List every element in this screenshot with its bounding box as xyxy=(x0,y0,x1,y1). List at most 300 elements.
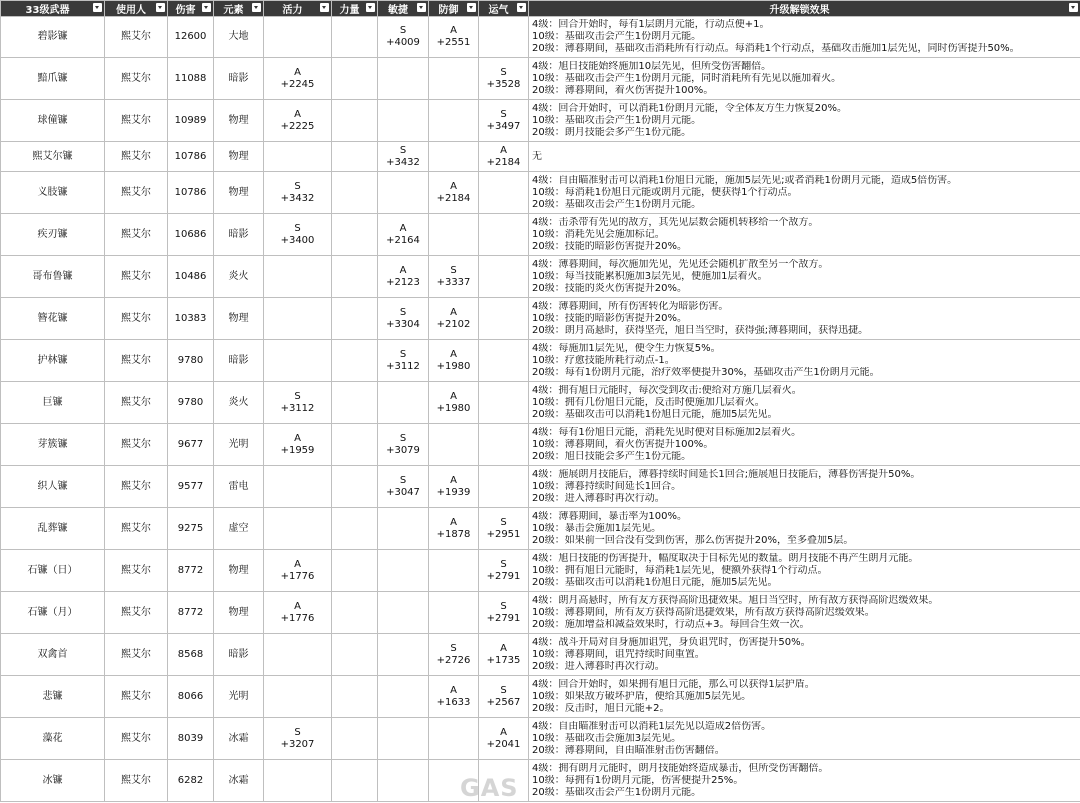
upgrade-effects-cell xyxy=(529,718,1080,760)
effect-line: 20级：基础攻击会产生1份朗月元能。 xyxy=(532,198,702,210)
luck-cell xyxy=(479,214,529,256)
vitality-cell xyxy=(264,676,332,718)
column-header-1 xyxy=(105,1,168,17)
upgrade-effects-cell xyxy=(529,550,1080,592)
stat-grade: A xyxy=(450,348,457,360)
element-cell: 大地 xyxy=(214,17,264,58)
filter-dropdown-icon[interactable] xyxy=(467,3,476,12)
stat-grade: S xyxy=(500,516,507,528)
effect-line: 20级：施加增益和减益效果时，行动点+3。每回合生效一次。 xyxy=(532,618,810,630)
effect-line: 10级：消耗先见会施加标记。 xyxy=(532,228,665,240)
table-row xyxy=(1,172,1080,214)
stat-bonus: +2184 xyxy=(486,156,521,168)
weapon-name-cell: 织人镰 xyxy=(1,466,105,508)
defense-cell xyxy=(429,100,479,142)
user-cell: 熙艾尔 xyxy=(105,634,168,676)
strength-cell xyxy=(332,100,378,142)
agility-cell xyxy=(378,256,429,298)
effect-line: 20级：每有1份朗月元能，治疗效率便提升30%，基础攻击产生1份朗月元能。 xyxy=(532,366,880,378)
weapon-name-cell: 双禽首 xyxy=(1,634,105,676)
filter-dropdown-icon[interactable] xyxy=(252,3,261,12)
weapon-name-cell: 藻花 xyxy=(1,718,105,760)
strength-cell xyxy=(332,298,378,340)
stat-grade: A xyxy=(450,25,457,36)
agility-cell xyxy=(378,142,429,172)
damage-cell: 10989 xyxy=(168,100,214,142)
weapon-name-cell: 冰镰 xyxy=(1,760,105,802)
luck-cell xyxy=(479,142,529,172)
user-cell: 熙艾尔 xyxy=(105,298,168,340)
stat-grade: A xyxy=(294,558,301,570)
filter-dropdown-icon[interactable] xyxy=(93,3,102,12)
stat-bonus: +3112 xyxy=(386,360,420,372)
effect-line: 20级：基础攻击可以消耗1份旭日元能，施加5层先见。 xyxy=(532,576,778,588)
effect-line: 10级：薄暮期间，诅咒持续时间重置。 xyxy=(532,648,705,660)
effect-line: 10级：每当技能累积施加3层先见，便施加1层着火。 xyxy=(532,270,768,282)
table-body xyxy=(1,17,1080,802)
agility-cell xyxy=(378,592,429,634)
damage-cell: 8568 xyxy=(168,634,214,676)
weapon-name-cell: 簪花镰 xyxy=(1,298,105,340)
filter-dropdown-icon[interactable] xyxy=(1069,3,1078,12)
strength-cell xyxy=(332,214,378,256)
effect-line: 10级：每消耗1份旭日元能或朗月元能，便获得1个行动点。 xyxy=(532,186,798,198)
luck-cell xyxy=(479,256,529,298)
weapon-name-cell: 护林镰 xyxy=(1,340,105,382)
stat-grade: S xyxy=(399,474,407,486)
effect-line: 4级：每有1份旭日元能，消耗先见时便对目标施加2层着火。 xyxy=(532,426,802,438)
stat-bonus: +2551 xyxy=(436,37,471,48)
table-row xyxy=(1,142,1080,172)
upgrade-effects-cell xyxy=(529,508,1080,550)
stat-grade: S xyxy=(399,144,407,156)
stat-bonus: +4009 xyxy=(386,37,420,48)
stat-grade: S xyxy=(500,600,507,612)
stat-bonus: +3497 xyxy=(486,120,521,132)
effect-line: 4级：每施加1层先见，便令生力恢复5%。 xyxy=(532,342,721,354)
defense-cell xyxy=(429,17,479,58)
column-header-label: 活力 xyxy=(282,5,303,16)
weapon-name-cell: 熙艾尔镰 xyxy=(1,142,105,172)
vitality-cell xyxy=(264,634,332,676)
strength-cell xyxy=(332,760,378,802)
vitality-cell xyxy=(264,382,332,424)
upgrade-effects-cell xyxy=(529,340,1080,382)
stat-grade: A xyxy=(450,306,457,318)
stat-bonus: +2791 xyxy=(486,612,521,624)
defense-cell xyxy=(429,592,479,634)
effect-line: 20级：技能的暗影伤害提升20%。 xyxy=(532,240,687,252)
effect-line: 4级：回合开始时，每有1层朗月元能，行动点便+1。 xyxy=(532,19,770,30)
stat-grade: A xyxy=(294,66,301,78)
effect-line: 4级：旭日技能的伤害提升，幅度取决于目标先见的数量。朗月技能不再产生朗月元能。 xyxy=(532,552,919,564)
effect-line: 10级：如果敌方破坏护盾，便给其施加5层先见。 xyxy=(532,690,752,702)
column-header-label: 使用人 xyxy=(116,5,146,16)
element-cell: 冰霜 xyxy=(214,760,264,802)
element-cell: 物理 xyxy=(214,172,264,214)
agility-cell xyxy=(378,298,429,340)
user-cell: 熙艾尔 xyxy=(105,424,168,466)
element-cell: 炎火 xyxy=(214,256,264,298)
strength-cell xyxy=(332,550,378,592)
stat-bonus: +2245 xyxy=(280,78,315,90)
vitality-cell xyxy=(264,466,332,508)
table-row xyxy=(1,760,1080,802)
damage-cell: 11088 xyxy=(168,58,214,100)
effect-line: 4级：薄暮期间，所有伤害转化为暗影伤害。 xyxy=(532,300,729,312)
upgrade-effects-cell xyxy=(529,424,1080,466)
stat-grade: A xyxy=(450,474,457,486)
luck-cell xyxy=(479,17,529,58)
damage-cell: 12600 xyxy=(168,17,214,58)
effect-line: 4级：回合开始时，如果拥有旭日元能，那么可以获得1层护盾。 xyxy=(532,678,815,690)
stat-bonus: +3528 xyxy=(486,78,521,90)
agility-cell xyxy=(378,508,429,550)
stat-grade: A xyxy=(399,222,407,234)
vitality-cell xyxy=(264,508,332,550)
vitality-cell xyxy=(264,298,332,340)
stat-grade: A xyxy=(399,264,407,276)
upgrade-effects-cell xyxy=(529,142,1080,172)
defense-cell xyxy=(429,172,479,214)
effect-line: 20级：朗月高悬时，获得坚壳，旭日当空时，获得强;薄暮期间，获得迅捷。 xyxy=(532,324,869,336)
effect-line: 20级：基础攻击可以消耗1份旭日元能，施加5层先见。 xyxy=(532,408,778,420)
stat-bonus: +2567 xyxy=(486,696,521,708)
stat-grade: S xyxy=(294,390,301,402)
weapon-name-cell: 球僮镰 xyxy=(1,100,105,142)
column-header-label: 运气 xyxy=(488,5,509,16)
table-row xyxy=(1,718,1080,760)
vitality-cell xyxy=(264,100,332,142)
stat-bonus: +1735 xyxy=(486,654,521,666)
element-cell: 虚空 xyxy=(214,508,264,550)
element-cell: 物理 xyxy=(214,298,264,340)
luck-cell xyxy=(479,340,529,382)
effect-line: 4级：击杀带有先见的敌方，其先见层数会随机转移给一个敌方。 xyxy=(532,216,819,228)
agility-cell xyxy=(378,17,429,58)
effect-line: 4级：施展朗月技能后，薄暮持续时间延长1回合;施展旭日技能后，薄暮伤害提升50%。 xyxy=(532,468,921,480)
user-cell: 熙艾尔 xyxy=(105,17,168,58)
agility-cell xyxy=(378,634,429,676)
effect-line: 10级：拥有几份旭日元能，反击时便施加几层着火。 xyxy=(532,396,765,408)
stat-grade: A xyxy=(450,516,457,528)
column-header-label: 33级武器 xyxy=(25,5,70,16)
effect-line: 4级：自由瞄准射击可以消耗1份旭日元能，施加5层先见;或者消耗1份朗月元能，造成5倍伤害。 xyxy=(532,174,958,186)
effect-line: 无 xyxy=(532,150,542,162)
stat-grade: A xyxy=(294,432,301,444)
effect-line: 20级：朗月技能会多产生1份元能。 xyxy=(532,126,692,138)
stat-bonus: +1776 xyxy=(280,612,315,624)
effect-line: 4级：朗月高悬时，所有友方获得高阶迅捷效果。旭日当空时，所有敌方获得高阶迟缓效果。 xyxy=(532,594,939,606)
strength-cell xyxy=(332,340,378,382)
column-header-7 xyxy=(429,1,479,17)
weapon-name-cell: 石镰（月） xyxy=(1,592,105,634)
column-header-2 xyxy=(168,1,214,17)
agility-cell xyxy=(378,340,429,382)
stat-bonus: +3112 xyxy=(280,402,315,414)
table-row xyxy=(1,256,1080,298)
vitality-cell xyxy=(264,142,332,172)
filter-dropdown-icon[interactable] xyxy=(366,3,375,12)
stat-bonus: +2791 xyxy=(486,570,521,582)
table-row xyxy=(1,382,1080,424)
filter-dropdown-icon[interactable] xyxy=(417,3,426,12)
vitality-cell xyxy=(264,718,332,760)
upgrade-effects-cell xyxy=(529,592,1080,634)
stat-bonus: +1776 xyxy=(280,570,315,582)
user-cell: 熙艾尔 xyxy=(105,718,168,760)
stat-bonus: +2184 xyxy=(436,192,471,204)
agility-cell xyxy=(378,382,429,424)
damage-cell: 9275 xyxy=(168,508,214,550)
filter-dropdown-icon[interactable] xyxy=(202,3,211,12)
defense-cell xyxy=(429,58,479,100)
column-header-8 xyxy=(479,1,529,17)
user-cell: 熙艾尔 xyxy=(105,760,168,802)
header-row xyxy=(1,1,1080,17)
filter-dropdown-icon[interactable] xyxy=(156,3,165,12)
damage-cell: 8039 xyxy=(168,718,214,760)
user-cell: 熙艾尔 xyxy=(105,58,168,100)
agility-cell xyxy=(378,466,429,508)
vitality-cell xyxy=(264,17,332,58)
table-row xyxy=(1,58,1080,100)
stat-grade: A xyxy=(450,390,457,402)
element-cell: 暗影 xyxy=(214,214,264,256)
damage-cell: 8066 xyxy=(168,676,214,718)
defense-cell xyxy=(429,340,479,382)
stat-grade: S xyxy=(294,222,301,234)
upgrade-effects-cell xyxy=(529,634,1080,676)
strength-cell xyxy=(332,676,378,718)
column-header-0 xyxy=(1,1,105,17)
defense-cell xyxy=(429,466,479,508)
stat-grade: S xyxy=(399,25,407,36)
strength-cell xyxy=(332,634,378,676)
strength-cell xyxy=(332,17,378,58)
luck-cell xyxy=(479,382,529,424)
user-cell: 熙艾尔 xyxy=(105,676,168,718)
luck-cell xyxy=(479,466,529,508)
element-cell: 物理 xyxy=(214,142,264,172)
table-row xyxy=(1,676,1080,718)
weapon-name-cell: 巨镰 xyxy=(1,382,105,424)
damage-cell: 10786 xyxy=(168,142,214,172)
column-header-label: 敏捷 xyxy=(388,5,408,16)
defense-cell xyxy=(429,214,479,256)
effect-line: 10级：基础攻击会产生1份朗月元能。 xyxy=(532,114,702,126)
weapon-name-cell: 哥布鲁镰 xyxy=(1,256,105,298)
effect-line: 10级：基础攻击会施加3层先见。 xyxy=(532,732,682,744)
table-row xyxy=(1,214,1080,256)
weapon-name-cell: 悲镰 xyxy=(1,676,105,718)
stat-grade: A xyxy=(294,108,301,120)
element-cell: 炎火 xyxy=(214,382,264,424)
effect-line: 4级：拥有旭日元能时，每次受到攻击:便给对方施几层着火。 xyxy=(532,384,802,396)
defense-cell xyxy=(429,142,479,172)
user-cell: 熙艾尔 xyxy=(105,466,168,508)
strength-cell xyxy=(332,424,378,466)
stat-grade: A xyxy=(294,600,301,612)
stat-bonus: +3207 xyxy=(280,738,315,750)
column-header-label: 防御 xyxy=(438,5,459,16)
effect-line: 20级：薄暮期间，自由瞄准射击伤害翻倍。 xyxy=(532,744,725,756)
stat-bonus: +3400 xyxy=(280,234,315,246)
stat-bonus: +1980 xyxy=(436,360,471,372)
element-cell: 暗影 xyxy=(214,340,264,382)
vitality-cell xyxy=(264,592,332,634)
user-cell: 熙艾尔 xyxy=(105,508,168,550)
table-row xyxy=(1,17,1080,58)
stat-grade: A xyxy=(450,684,457,696)
stat-bonus: +2102 xyxy=(436,318,471,330)
stat-grade: S xyxy=(399,348,407,360)
element-cell: 暗影 xyxy=(214,634,264,676)
effect-line: 4级：战斗开局对自身施加诅咒，身负诅咒时，伤害提升50%。 xyxy=(532,636,811,648)
upgrade-effects-cell xyxy=(529,172,1080,214)
table-row xyxy=(1,634,1080,676)
defense-cell xyxy=(429,298,479,340)
column-header-label: 升级解锁效果 xyxy=(769,5,830,16)
damage-cell: 10786 xyxy=(168,172,214,214)
stat-bonus: +3432 xyxy=(280,192,315,204)
damage-cell: 8772 xyxy=(168,592,214,634)
stat-grade: A xyxy=(500,642,507,654)
strength-cell xyxy=(332,58,378,100)
stat-bonus: +1633 xyxy=(436,696,471,708)
upgrade-effects-cell xyxy=(529,17,1080,58)
luck-cell xyxy=(479,592,529,634)
agility-cell xyxy=(378,214,429,256)
stat-bonus: +1939 xyxy=(436,486,471,498)
column-header-label: 伤害 xyxy=(175,5,196,16)
table-row xyxy=(1,508,1080,550)
effect-line: 4级：回合开始时，可以消耗1份朗月元能，令全体友方生力恢复20%。 xyxy=(532,102,847,114)
effect-line: 20级：旭日技能会多产生1份元能。 xyxy=(532,450,692,462)
stat-grade: A xyxy=(500,726,507,738)
stat-bonus: +3047 xyxy=(386,486,420,498)
user-cell: 熙艾尔 xyxy=(105,214,168,256)
stat-grade: S xyxy=(294,180,301,192)
element-cell: 物理 xyxy=(214,100,264,142)
effect-line: 10级：拥有旭日元能时，每消耗1层先见，便额外获得1个行动点。 xyxy=(532,564,828,576)
user-cell: 熙艾尔 xyxy=(105,592,168,634)
upgrade-effects-cell xyxy=(529,100,1080,142)
effect-line: 10级：薄暮持续时间延长1回合。 xyxy=(532,480,682,492)
stat-bonus: +2951 xyxy=(486,528,521,540)
damage-cell: 9577 xyxy=(168,466,214,508)
column-header-6 xyxy=(378,1,429,17)
luck-cell xyxy=(479,676,529,718)
element-cell: 光明 xyxy=(214,676,264,718)
vitality-cell xyxy=(264,172,332,214)
weapon-name-cell: 石镰（日） xyxy=(1,550,105,592)
effect-line: 20级：薄暮期间，着火伤害提升100%。 xyxy=(532,84,714,96)
weapon-name-cell: 碧影镰 xyxy=(1,17,105,58)
stat-grade: A xyxy=(450,180,457,192)
stat-grade: S xyxy=(500,684,507,696)
stat-grade: S xyxy=(500,66,507,78)
element-cell: 物理 xyxy=(214,550,264,592)
user-cell: 熙艾尔 xyxy=(105,172,168,214)
effect-line: 4级：自由瞄准射击可以消耗1层先见以造成2倍伤害。 xyxy=(532,720,772,732)
agility-cell xyxy=(378,760,429,802)
damage-cell: 10383 xyxy=(168,298,214,340)
vitality-cell xyxy=(264,760,332,802)
upgrade-effects-cell xyxy=(529,58,1080,100)
damage-cell: 10686 xyxy=(168,214,214,256)
damage-cell: 9780 xyxy=(168,340,214,382)
agility-cell xyxy=(378,424,429,466)
filter-dropdown-icon[interactable] xyxy=(320,3,329,12)
stat-bonus: +3304 xyxy=(386,318,420,330)
user-cell: 熙艾尔 xyxy=(105,100,168,142)
strength-cell xyxy=(332,142,378,172)
table-row xyxy=(1,100,1080,142)
effect-line: 10级：基础攻击会产生1份朗月元能，同时消耗所有先见以施加着火。 xyxy=(532,72,842,84)
column-header-3 xyxy=(214,1,264,17)
luck-cell xyxy=(479,508,529,550)
stat-grade: S xyxy=(500,558,507,570)
table-row xyxy=(1,592,1080,634)
strength-cell xyxy=(332,508,378,550)
effect-line: 20级：进入薄暮时再次行动。 xyxy=(532,660,665,672)
element-cell: 冰霜 xyxy=(214,718,264,760)
defense-cell xyxy=(429,382,479,424)
effect-line: 20级：进入薄暮时再次行动。 xyxy=(532,492,665,504)
weapon-name-cell: 乱葬镰 xyxy=(1,508,105,550)
luck-cell xyxy=(479,298,529,340)
stat-grade: S xyxy=(399,306,407,318)
effect-line: 20级：技能的炎火伤害提升20%。 xyxy=(532,282,687,294)
element-cell: 光明 xyxy=(214,424,264,466)
stat-bonus: +2726 xyxy=(436,654,471,666)
luck-cell xyxy=(479,58,529,100)
stat-bonus: +2164 xyxy=(386,234,420,246)
damage-cell: 9780 xyxy=(168,382,214,424)
agility-cell xyxy=(378,100,429,142)
effect-line: 10级：暴击会施加1层先见。 xyxy=(532,522,662,534)
vitality-cell xyxy=(264,550,332,592)
effect-line: 20级：反击时，旭日元能+2。 xyxy=(532,702,670,714)
defense-cell xyxy=(429,508,479,550)
column-header-5 xyxy=(332,1,378,17)
vitality-cell xyxy=(264,256,332,298)
user-cell: 熙艾尔 xyxy=(105,142,168,172)
user-cell: 熙艾尔 xyxy=(105,382,168,424)
filter-dropdown-icon[interactable] xyxy=(517,3,526,12)
damage-cell: 6282 xyxy=(168,760,214,802)
element-cell: 暗影 xyxy=(214,58,264,100)
table-row xyxy=(1,550,1080,592)
agility-cell xyxy=(378,58,429,100)
stat-bonus: +2041 xyxy=(486,738,521,750)
watermark-logo: GAS xyxy=(460,774,519,802)
column-header-9 xyxy=(529,1,1080,17)
stat-grade: S xyxy=(399,432,407,444)
agility-cell xyxy=(378,676,429,718)
stat-bonus: +3337 xyxy=(436,276,471,288)
user-cell: 熙艾尔 xyxy=(105,550,168,592)
effect-line: 10级：基础攻击会产生1份朗月元能。 xyxy=(532,31,702,42)
stat-grade: S xyxy=(294,726,301,738)
damage-cell: 10486 xyxy=(168,256,214,298)
effect-line: 10级：薄暮期间，所有友方获得高阶迅捷效果，所有敌方获得高阶迟缓效果。 xyxy=(532,606,875,618)
stat-bonus: +1959 xyxy=(280,444,315,456)
table-row xyxy=(1,340,1080,382)
defense-cell xyxy=(429,256,479,298)
damage-cell: 9677 xyxy=(168,424,214,466)
